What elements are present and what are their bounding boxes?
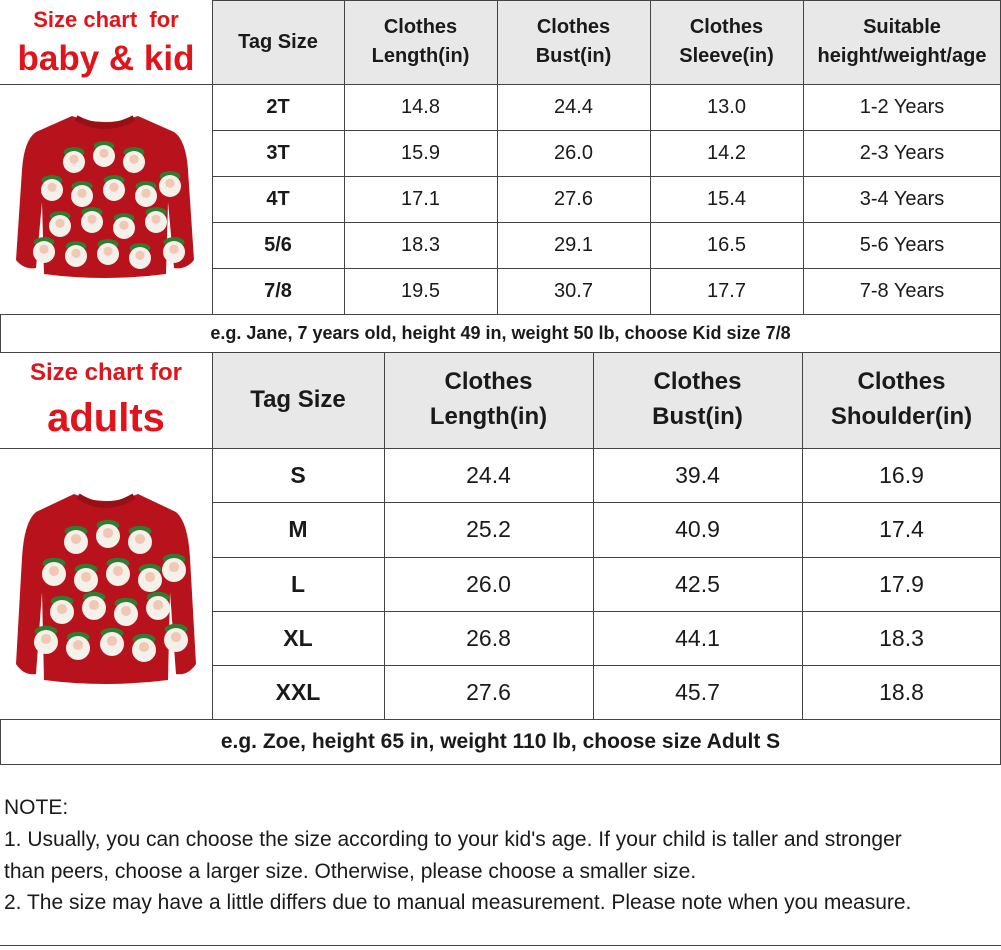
adult-header-1: Clothes Length(in) bbox=[429, 368, 548, 430]
kid-cell-r4-c1: 19.5 bbox=[401, 279, 440, 302]
kid-cell-r3-c0: 5/6 bbox=[264, 233, 292, 256]
kid-cell-r0-c0: 2T bbox=[266, 95, 290, 118]
kid-header-0: Tag Size bbox=[238, 30, 318, 53]
kid-cell-r1-c0: 3T bbox=[266, 141, 290, 164]
adult-chart-title-line1: Size chart for bbox=[29, 359, 183, 386]
kid-cell-r4-c0: 7/8 bbox=[264, 279, 292, 302]
adult-header-3: Clothes Shoulder(in) bbox=[830, 368, 973, 430]
adult-cell-r1-c0: M bbox=[288, 516, 308, 542]
adult-example-text: e.g. Zoe, height 65 in, weight 110 lb, choose size Adult S bbox=[220, 730, 781, 753]
adult-cell-r1-c3: 17.4 bbox=[879, 516, 924, 542]
kid-cell-r2-c2: 27.6 bbox=[554, 187, 593, 210]
adult-cell-r2-c0: L bbox=[290, 570, 306, 597]
kid-cell-r2-c3: 15.4 bbox=[707, 187, 746, 210]
kid-sweater-image bbox=[14, 110, 196, 282]
kid-header-4: Suitable height/weight/age bbox=[817, 16, 987, 67]
kid-cell-r3-c3: 16.5 bbox=[707, 233, 746, 256]
kid-cell-r0-c1: 14.8 bbox=[401, 95, 440, 118]
kid-cell-r3-c1: 18.3 bbox=[401, 233, 440, 256]
adult-cell-r0-c0: S bbox=[290, 461, 306, 488]
adult-cell-r2-c3: 17.9 bbox=[879, 570, 924, 597]
kid-chart-title-line2: baby & kid bbox=[17, 39, 195, 78]
adult-cell-r4-c0: XXL bbox=[275, 678, 321, 705]
kid-header-2: Clothes Bust(in) bbox=[535, 16, 612, 67]
adult-sweater-image bbox=[14, 488, 198, 688]
adult-cell-r1-c1: 25.2 bbox=[466, 516, 511, 542]
kid-cell-r0-c4: 1-2 Years bbox=[859, 95, 945, 118]
note-line-1: 1. Usually, you can choose the size according to your kid's age. If your child is taller and stronger bbox=[4, 828, 902, 851]
kid-cell-r2-c4: 3-4 Years bbox=[859, 187, 945, 210]
kid-cell-r0-c2: 24.4 bbox=[554, 95, 593, 118]
adult-chart-title-line2: adults bbox=[47, 395, 165, 440]
adult-cell-r1-c2: 40.9 bbox=[675, 516, 720, 542]
adult-cell-r3-c2: 44.1 bbox=[675, 624, 720, 651]
adult-cell-r4-c1: 27.6 bbox=[466, 678, 511, 705]
adult-cell-r3-c0: XL bbox=[283, 624, 313, 651]
kid-cell-r1-c1: 15.9 bbox=[401, 141, 440, 164]
kid-cell-r1-c2: 26.0 bbox=[554, 141, 593, 164]
kid-example-text: e.g. Jane, 7 years old, height 49 in, weight 50 lb, choose Kid size 7/8 bbox=[210, 322, 791, 343]
kid-header-3: Clothes Sleeve(in) bbox=[679, 16, 774, 67]
kid-cell-r0-c3: 13.0 bbox=[707, 95, 746, 118]
kid-cell-r2-c1: 17.1 bbox=[401, 187, 440, 210]
kid-cell-r4-c3: 17.7 bbox=[707, 279, 746, 302]
adult-cell-r0-c2: 39.4 bbox=[675, 461, 720, 488]
adult-header-2: Clothes Bust(in) bbox=[652, 368, 743, 430]
adult-cell-r3-c1: 26.8 bbox=[466, 624, 511, 651]
note-heading: NOTE: bbox=[4, 796, 69, 819]
adult-header-0: Tag Size bbox=[250, 385, 346, 413]
kid-cell-r1-c4: 2-3 Years bbox=[859, 141, 945, 164]
adult-cell-r2-c1: 26.0 bbox=[466, 570, 511, 597]
adult-cell-r4-c2: 45.7 bbox=[675, 678, 720, 705]
adult-cell-r3-c3: 18.3 bbox=[879, 624, 924, 651]
note-line-2: than peers, choose a larger size. Otherwise, please choose a smaller size. bbox=[4, 860, 697, 883]
adult-cell-r2-c2: 42.5 bbox=[675, 570, 720, 597]
adult-cell-r0-c3: 16.9 bbox=[879, 461, 924, 488]
kid-chart-title-line1: Size chart for bbox=[33, 7, 179, 32]
kid-cell-r3-c4: 5-6 Years bbox=[859, 233, 945, 256]
kid-cell-r2-c0: 4T bbox=[266, 187, 290, 210]
note-line-3: 2. The size may have a little differs due to manual measurement. Please note when you measure. bbox=[4, 891, 912, 914]
kid-cell-r4-c4: 7-8 Years bbox=[859, 279, 945, 302]
adult-cell-r4-c3: 18.8 bbox=[879, 678, 924, 705]
kid-cell-r4-c2: 30.7 bbox=[554, 279, 593, 302]
kid-header-1: Clothes Length(in) bbox=[371, 16, 470, 67]
adult-cell-r0-c1: 24.4 bbox=[466, 461, 511, 488]
kid-cell-r3-c2: 29.1 bbox=[554, 233, 593, 256]
kid-cell-r1-c3: 14.2 bbox=[707, 141, 746, 164]
